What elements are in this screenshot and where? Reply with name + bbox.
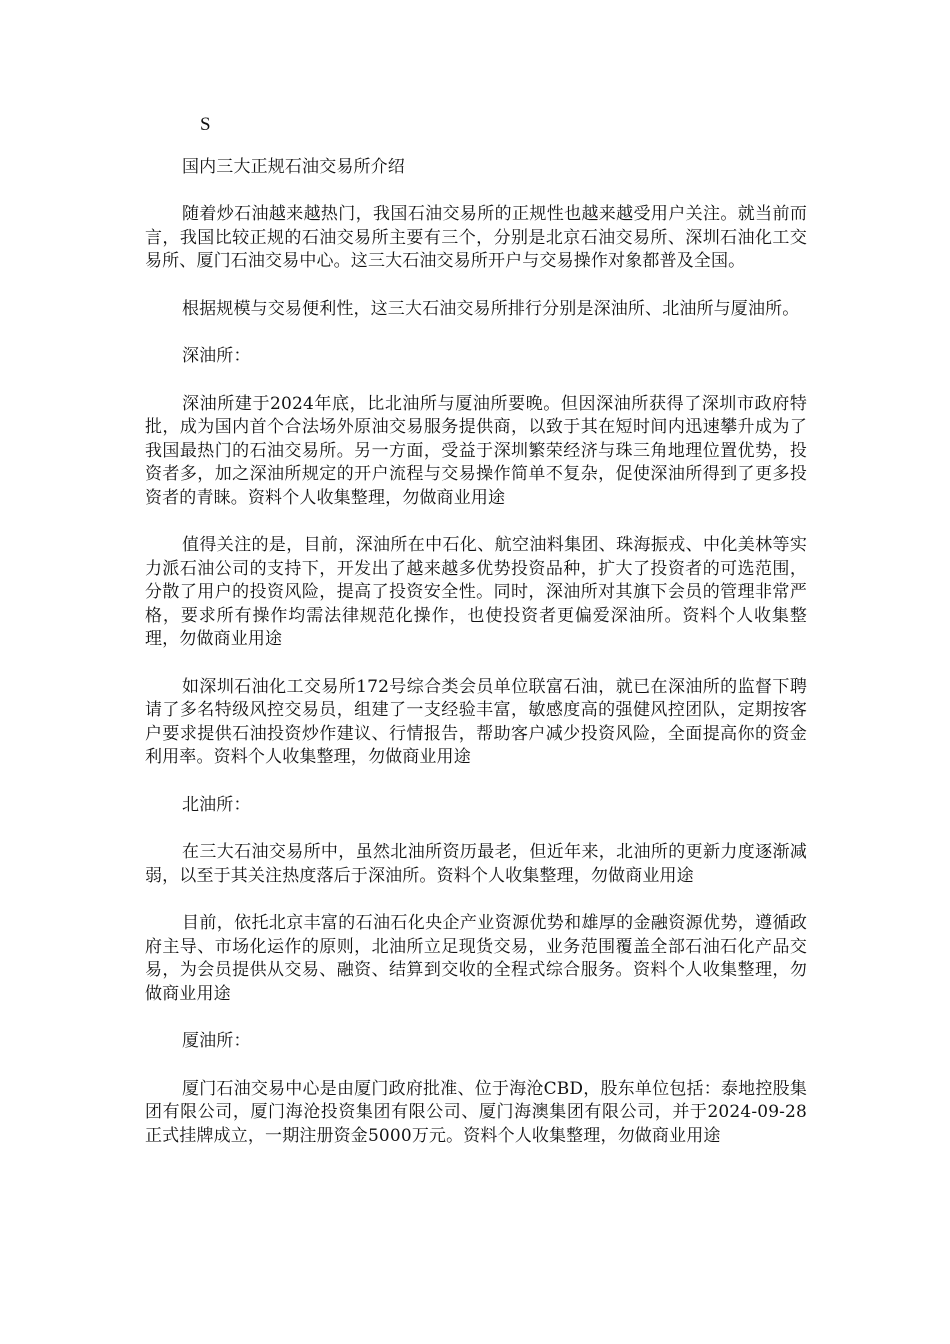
paragraph-ranking: 根据规模与交易便利性，这三大石油交易所排行分别是深油所、北油所与厦油所。 [182, 298, 800, 319]
paragraph-intro: 随着炒石油越来越热门，我国石油交易所的正规性也越来越受用户关注。就当前而言，我国比较正规的石油交易所主要有三个，分别是北京石油交易所、深圳石油化工交易所、厦门石油交易中心。这三大石油交易所开户与交易操作对象都普及全国。 [145, 204, 807, 271]
section-heading-shenyousuo: 深油所： [182, 346, 251, 366]
document-body [145, 113, 807, 1172]
section-heading-xiayousuo: 厦油所： [182, 1031, 251, 1051]
section-heading-beiyousuo: 北油所： [182, 794, 251, 815]
paragraph-beiyousuo-business: 目前，依托北京丰富的石油石化央企产业资源优势和雄厚的金融资源优势，遵循政府主导、市场化运作的原则，北油所立足现货交易，业务范围覆盖全部石油石化产品交易，为会员提供从交易、融资、结算到交收的全程式综合服务。资料个人收集整理，勿做商业用途 [145, 913, 807, 1004]
paragraph-xiayousuo-info: 厦门石油交易中心是由厦门政府批准、位于海沧CBD，股东单位包括：泰地控股集团有限公司，厦门海沧投资集团有限公司、厦门海澳集团有限公司，并于2024-09-28正式挂牌成立，一期注册资金5000万元。资料个人收集整理，勿做商业用途 [145, 1078, 807, 1146]
paragraph-shenyousuo-history: 深油所建于2024年底，比北油所与厦油所要晚。但因深油所获得了深圳市政府特批，成为国内首个合法场外原油交易服务提供商，以致于其在短时间内迅速攀升成为了我国最热门的石油交易所。另一方面，受益于深圳繁荣经济与珠三角地理位置优势，投资者多，加之深油所规定的开户流程与交易操作简单不复杂，促使深油所得到了更多投资者的青睐。资料个人收集整理，勿做商业用途 [145, 393, 807, 508]
paragraph-shenyousuo-member: 如深圳石油化工交易所172号综合类会员单位联富石油，就已在深油所的监督下聘请了多名特级风控交易员，组建了一支经验丰富，敏感度高的强健风控团队，定期按客户要求提供石油投资炒作建议、行情报告，帮助客户减少投资风险，全面提高你的资金利用率。资料个人收集整理，勿做商业用途 [145, 676, 807, 767]
page-marker: S [200, 114, 211, 135]
paragraph-beiyousuo-status: 在三大石油交易所中，虽然北油所资历最老，但近年来，北油所的更新力度逐渐减弱，以至于其关注热度落后于深油所。资料个人收集整理，勿做商业用途 [145, 842, 807, 886]
document-title: 国内三大正规石油交易所介绍 [182, 156, 405, 177]
paragraph-shenyousuo-support: 值得关注的是，目前，深油所在中石化、航空油料集团、珠海振戎、中化美林等实力派石油公司的支持下，开发出了越来越多优势投资品种，扩大了投资者的可选范围，分散了用户的投资风险，提高了投资安全性。同时，深油所对其旗下会员的管理非常严格，要求所有操作均需法律规范化操作，也使投资者更偏爱深油所。资料个人收集整理，勿做商业用途 [145, 535, 807, 649]
